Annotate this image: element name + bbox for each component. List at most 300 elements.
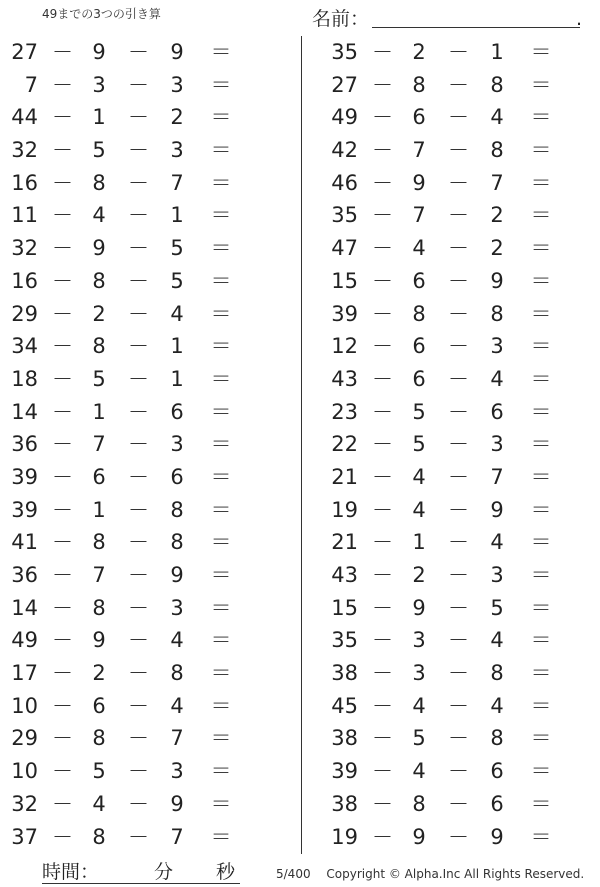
operand-2: 7 — [412, 203, 426, 228]
minus-sign: － — [448, 497, 469, 522]
minus-sign: － — [448, 595, 469, 620]
operand-1: 14 — [11, 595, 38, 620]
minus-sign: － — [372, 791, 393, 816]
equals-sign: ＝ — [530, 530, 552, 555]
operand-3: 3 — [170, 432, 184, 457]
name-underline[interactable] — [372, 27, 580, 28]
minus-sign: － — [128, 497, 149, 522]
operand-3: 9 — [170, 791, 184, 816]
operand-1: 39 — [11, 464, 38, 489]
operand-1: 45 — [331, 693, 358, 718]
operand-3: 7 — [170, 726, 184, 751]
operand-3: 8 — [490, 301, 504, 326]
minus-sign: － — [372, 138, 393, 163]
operand-2: 8 — [92, 170, 106, 195]
operand-2: 2 — [92, 661, 106, 686]
minus-sign: － — [372, 301, 393, 326]
minus-sign: － — [448, 301, 469, 326]
minus-sign: － — [448, 236, 469, 261]
equals-sign: ＝ — [210, 301, 232, 326]
operand-2: 7 — [92, 432, 106, 457]
operand-1: 38 — [331, 726, 358, 751]
equals-sign: ＝ — [530, 432, 552, 457]
operand-1: 19 — [331, 824, 358, 849]
operand-2: 6 — [92, 464, 106, 489]
operand-2: 8 — [412, 791, 426, 816]
equals-sign: ＝ — [210, 791, 232, 816]
operand-3: 6 — [490, 759, 504, 784]
operand-3: 4 — [490, 366, 504, 391]
operand-1: 29 — [11, 301, 38, 326]
minus-sign: － — [52, 366, 73, 391]
equals-sign: ＝ — [210, 693, 232, 718]
minus-sign: － — [128, 530, 149, 555]
minus-sign: － — [128, 628, 149, 653]
equals-sign: ＝ — [530, 236, 552, 261]
operand-1: 23 — [331, 399, 358, 424]
minus-sign: － — [52, 72, 73, 97]
operand-2: 5 — [412, 432, 426, 457]
operand-2: 6 — [412, 268, 426, 293]
equals-sign: ＝ — [210, 432, 232, 457]
minus-sign: － — [128, 791, 149, 816]
minus-sign: － — [448, 693, 469, 718]
operand-3: 4 — [170, 628, 184, 653]
minus-sign: － — [372, 661, 393, 686]
operand-3: 8 — [490, 661, 504, 686]
minus-sign: － — [448, 170, 469, 195]
operand-1: 19 — [331, 497, 358, 522]
operand-2: 1 — [92, 497, 106, 522]
operand-1: 14 — [11, 399, 38, 424]
equals-sign: ＝ — [210, 464, 232, 489]
equals-sign: ＝ — [210, 105, 232, 130]
operand-2: 5 — [92, 366, 106, 391]
operand-1: 38 — [331, 791, 358, 816]
equals-sign: ＝ — [530, 693, 552, 718]
minus-sign: － — [448, 791, 469, 816]
operand-1: 12 — [331, 334, 358, 359]
operand-3: 3 — [170, 595, 184, 620]
operand-1: 32 — [11, 138, 38, 163]
operand-2: 7 — [412, 138, 426, 163]
equals-sign: ＝ — [210, 530, 232, 555]
operand-1: 21 — [331, 464, 358, 489]
operand-3: 4 — [490, 105, 504, 130]
minus-sign: － — [128, 432, 149, 457]
operand-1: 49 — [331, 105, 358, 130]
operand-1: 35 — [331, 628, 358, 653]
copyright-text: Copyright © Alpha.Inc All Rights Reserved. — [326, 867, 585, 881]
operand-3: 3 — [170, 138, 184, 163]
minute-label: 分 — [154, 861, 174, 883]
equals-sign: ＝ — [210, 72, 232, 97]
equals-sign: ＝ — [210, 138, 232, 163]
equals-sign: ＝ — [530, 563, 552, 587]
operand-3: 3 — [170, 72, 184, 97]
operand-2: 4 — [92, 791, 106, 816]
second-label: 秒 — [216, 861, 236, 883]
operand-1: 32 — [11, 791, 38, 816]
minus-sign: － — [448, 334, 469, 359]
operand-2: 1 — [412, 530, 426, 555]
minus-sign: － — [448, 530, 469, 555]
operand-1: 41 — [11, 530, 38, 555]
equals-sign: ＝ — [530, 399, 552, 424]
equals-sign: ＝ — [210, 563, 232, 587]
operand-1: 16 — [11, 268, 38, 293]
operand-1: 34 — [11, 334, 38, 359]
equals-sign: ＝ — [530, 497, 552, 522]
operand-3: 1 — [170, 366, 184, 391]
minus-sign: － — [128, 72, 149, 97]
minus-sign: － — [128, 726, 149, 751]
operand-3: 3 — [490, 432, 504, 457]
minus-sign: － — [52, 334, 73, 359]
minus-sign: － — [372, 40, 393, 64]
operand-2: 9 — [412, 595, 426, 620]
equals-sign: ＝ — [530, 170, 552, 195]
operand-3: 8 — [490, 726, 504, 751]
operand-3: 9 — [170, 40, 184, 64]
operand-3: 7 — [170, 170, 184, 195]
minus-sign: － — [52, 203, 73, 228]
operand-3: 7 — [170, 824, 184, 849]
minus-sign: － — [372, 759, 393, 784]
operand-2: 8 — [412, 72, 426, 97]
operand-2: 6 — [412, 366, 426, 391]
minus-sign: － — [372, 464, 393, 489]
operand-1: 38 — [331, 661, 358, 686]
operand-2: 3 — [412, 661, 426, 686]
page-number: 5/400 — [276, 867, 311, 881]
equals-sign: ＝ — [530, 40, 552, 64]
minus-sign: － — [52, 301, 73, 326]
operand-3: 9 — [490, 497, 504, 522]
minus-sign: － — [448, 628, 469, 653]
operand-1: 35 — [331, 40, 358, 64]
operand-1: 10 — [11, 759, 38, 784]
operand-3: 7 — [490, 464, 504, 489]
operand-3: 3 — [490, 334, 504, 359]
minus-sign: － — [448, 464, 469, 489]
operand-1: 15 — [331, 595, 358, 620]
operand-1: 16 — [11, 170, 38, 195]
minus-sign: － — [52, 236, 73, 261]
operand-2: 4 — [412, 693, 426, 718]
minus-sign: － — [372, 563, 393, 587]
minus-sign: － — [448, 563, 469, 587]
minus-sign: － — [372, 203, 393, 228]
minus-sign: － — [52, 464, 73, 489]
equals-sign: ＝ — [530, 268, 552, 293]
minus-sign: － — [372, 72, 393, 97]
minus-sign: － — [52, 563, 73, 587]
operand-3: 4 — [170, 301, 184, 326]
equals-sign: ＝ — [530, 203, 552, 228]
operand-1: 32 — [11, 236, 38, 261]
minus-sign: － — [52, 399, 73, 424]
minus-sign: － — [448, 105, 469, 130]
operand-1: 36 — [11, 563, 38, 587]
equals-sign: ＝ — [210, 236, 232, 261]
equals-sign: ＝ — [530, 334, 552, 359]
equals-sign: ＝ — [530, 628, 552, 653]
operand-3: 4 — [490, 628, 504, 653]
operand-3: 2 — [490, 236, 504, 261]
equals-sign: ＝ — [210, 399, 232, 424]
minus-sign: － — [372, 105, 393, 130]
minus-sign: － — [128, 301, 149, 326]
time-field[interactable] — [42, 857, 240, 884]
equals-sign: ＝ — [530, 791, 552, 816]
operand-2: 8 — [92, 334, 106, 359]
operand-3: 9 — [490, 268, 504, 293]
minus-sign: － — [372, 399, 393, 424]
operand-1: 39 — [11, 497, 38, 522]
equals-sign: ＝ — [210, 170, 232, 195]
operand-1: 37 — [11, 824, 38, 849]
equals-sign: ＝ — [210, 661, 232, 686]
equals-sign: ＝ — [530, 726, 552, 751]
operand-2: 7 — [92, 563, 106, 587]
equals-sign: ＝ — [210, 497, 232, 522]
equals-sign: ＝ — [530, 72, 552, 97]
minus-sign: － — [448, 138, 469, 163]
operand-1: 35 — [331, 203, 358, 228]
minus-sign: － — [372, 334, 393, 359]
operand-2: 2 — [412, 563, 426, 587]
equals-sign: ＝ — [530, 595, 552, 620]
minus-sign: － — [52, 628, 73, 653]
minus-sign: － — [128, 40, 149, 64]
equals-sign: ＝ — [530, 105, 552, 130]
operand-2: 8 — [92, 530, 106, 555]
equals-sign: ＝ — [210, 366, 232, 391]
operand-2: 4 — [92, 203, 106, 228]
operand-2: 4 — [412, 464, 426, 489]
minus-sign: － — [52, 530, 73, 555]
equals-sign: ＝ — [210, 628, 232, 653]
minus-sign: － — [128, 268, 149, 293]
equals-sign: ＝ — [530, 824, 552, 849]
minus-sign: － — [372, 366, 393, 391]
minus-sign: － — [372, 432, 393, 457]
operand-3: 5 — [170, 268, 184, 293]
operand-3: 4 — [490, 530, 504, 555]
operand-1: 27 — [11, 40, 38, 64]
operand-1: 18 — [11, 366, 38, 391]
minus-sign: － — [128, 595, 149, 620]
minus-sign: － — [448, 399, 469, 424]
operand-3: 6 — [490, 791, 504, 816]
minus-sign: － — [372, 236, 393, 261]
minus-sign: － — [128, 563, 149, 587]
minus-sign: － — [128, 366, 149, 391]
operand-2: 4 — [412, 759, 426, 784]
name-field[interactable] — [312, 4, 582, 30]
equals-sign: ＝ — [530, 301, 552, 326]
operand-3: 8 — [490, 138, 504, 163]
operand-2: 3 — [412, 628, 426, 653]
operand-1: 36 — [11, 432, 38, 457]
minus-sign: － — [448, 72, 469, 97]
operand-1: 39 — [331, 301, 358, 326]
operand-2: 4 — [412, 236, 426, 261]
minus-sign: － — [372, 530, 393, 555]
operand-2: 9 — [412, 170, 426, 195]
operand-3: 1 — [490, 40, 504, 64]
operand-3: 4 — [170, 693, 184, 718]
operand-2: 8 — [92, 268, 106, 293]
minus-sign: － — [52, 759, 73, 784]
operand-2: 5 — [92, 759, 106, 784]
operand-3: 5 — [490, 595, 504, 620]
minus-sign: － — [52, 791, 73, 816]
minus-sign: － — [372, 170, 393, 195]
operand-3: 8 — [170, 661, 184, 686]
minus-sign: － — [128, 105, 149, 130]
equals-sign: ＝ — [210, 726, 232, 751]
equals-sign: ＝ — [210, 595, 232, 620]
operand-3: 6 — [170, 399, 184, 424]
operand-2: 5 — [412, 399, 426, 424]
operand-3: 3 — [170, 759, 184, 784]
operand-2: 1 — [92, 105, 106, 130]
minus-sign: － — [448, 661, 469, 686]
minus-sign: － — [372, 628, 393, 653]
operand-1: 10 — [11, 693, 38, 718]
equals-sign: ＝ — [210, 203, 232, 228]
operand-3: 8 — [170, 497, 184, 522]
minus-sign: － — [52, 170, 73, 195]
minus-sign: － — [52, 105, 73, 130]
operand-3: 8 — [490, 72, 504, 97]
equals-sign: ＝ — [210, 334, 232, 359]
operand-3: 3 — [490, 563, 504, 587]
operand-3: 4 — [490, 693, 504, 718]
operand-2: 9 — [92, 628, 106, 653]
operand-1: 43 — [331, 366, 358, 391]
minus-sign: － — [372, 595, 393, 620]
column-divider — [301, 36, 302, 854]
operand-2: 8 — [92, 595, 106, 620]
minus-sign: － — [52, 824, 73, 849]
operand-3: 7 — [490, 170, 504, 195]
operand-2: 2 — [92, 301, 106, 326]
operand-1: 22 — [331, 432, 358, 457]
minus-sign: － — [448, 726, 469, 751]
operand-2: 2 — [412, 40, 426, 64]
operand-3: 9 — [170, 563, 184, 587]
operand-1: 42 — [331, 138, 358, 163]
footer — [276, 867, 584, 881]
minus-sign: － — [52, 726, 73, 751]
equals-sign: ＝ — [210, 759, 232, 784]
name-label: 名前： — [312, 8, 370, 30]
equals-sign: ＝ — [210, 268, 232, 293]
minus-sign: － — [372, 824, 393, 849]
operand-2: 9 — [412, 824, 426, 849]
minus-sign: － — [128, 203, 149, 228]
minus-sign: － — [372, 268, 393, 293]
operand-2: 8 — [92, 726, 106, 751]
minus-sign: － — [448, 759, 469, 784]
operand-1: 44 — [11, 105, 38, 130]
operand-2: 6 — [412, 105, 426, 130]
operand-1: 43 — [331, 563, 358, 587]
equals-sign: ＝ — [530, 464, 552, 489]
operand-3: 6 — [490, 399, 504, 424]
equals-sign: ＝ — [530, 366, 552, 391]
minus-sign: － — [448, 366, 469, 391]
minus-sign: － — [128, 236, 149, 261]
equals-sign: ＝ — [530, 759, 552, 784]
operand-3: 9 — [490, 824, 504, 849]
operand-2: 5 — [92, 138, 106, 163]
minus-sign: － — [128, 464, 149, 489]
minus-sign: － — [128, 693, 149, 718]
minus-sign: － — [128, 824, 149, 849]
operand-2: 9 — [92, 236, 106, 261]
operand-1: 47 — [331, 236, 358, 261]
equals-sign: ＝ — [210, 40, 232, 64]
operand-1: 15 — [331, 268, 358, 293]
operand-2: 3 — [92, 72, 106, 97]
minus-sign: － — [372, 693, 393, 718]
minus-sign: － — [52, 595, 73, 620]
operand-3: 2 — [490, 203, 504, 228]
operand-3: 8 — [170, 530, 184, 555]
operand-3: 6 — [170, 464, 184, 489]
equals-sign: ＝ — [530, 661, 552, 686]
operand-2: 5 — [412, 726, 426, 751]
minus-sign: － — [52, 138, 73, 163]
minus-sign: － — [448, 824, 469, 849]
operand-3: 1 — [170, 334, 184, 359]
minus-sign: － — [448, 432, 469, 457]
operand-1: 17 — [11, 661, 38, 686]
minus-sign: － — [52, 40, 73, 64]
time-label: 時間： — [42, 861, 100, 883]
operand-2: 6 — [92, 693, 106, 718]
operand-1: 39 — [331, 759, 358, 784]
operand-1: 11 — [11, 203, 38, 228]
operand-1: 29 — [11, 726, 38, 751]
operand-3: 1 — [170, 203, 184, 228]
minus-sign: － — [52, 268, 73, 293]
operand-2: 4 — [412, 497, 426, 522]
minus-sign: － — [128, 170, 149, 195]
operand-3: 5 — [170, 236, 184, 261]
operand-2: 8 — [412, 301, 426, 326]
minus-sign: － — [52, 693, 73, 718]
operand-2: 8 — [92, 824, 106, 849]
name-period: . — [576, 8, 583, 30]
minus-sign: － — [128, 334, 149, 359]
minus-sign: － — [128, 138, 149, 163]
minus-sign: － — [448, 40, 469, 64]
operand-2: 1 — [92, 399, 106, 424]
operand-1: 46 — [331, 170, 358, 195]
equals-sign: ＝ — [530, 138, 552, 163]
minus-sign: － — [372, 726, 393, 751]
worksheet-title: 49までの3つの引き算 — [42, 7, 161, 21]
operand-1: 7 — [24, 72, 38, 97]
minus-sign: － — [372, 497, 393, 522]
minus-sign: － — [52, 661, 73, 686]
minus-sign: － — [448, 268, 469, 293]
